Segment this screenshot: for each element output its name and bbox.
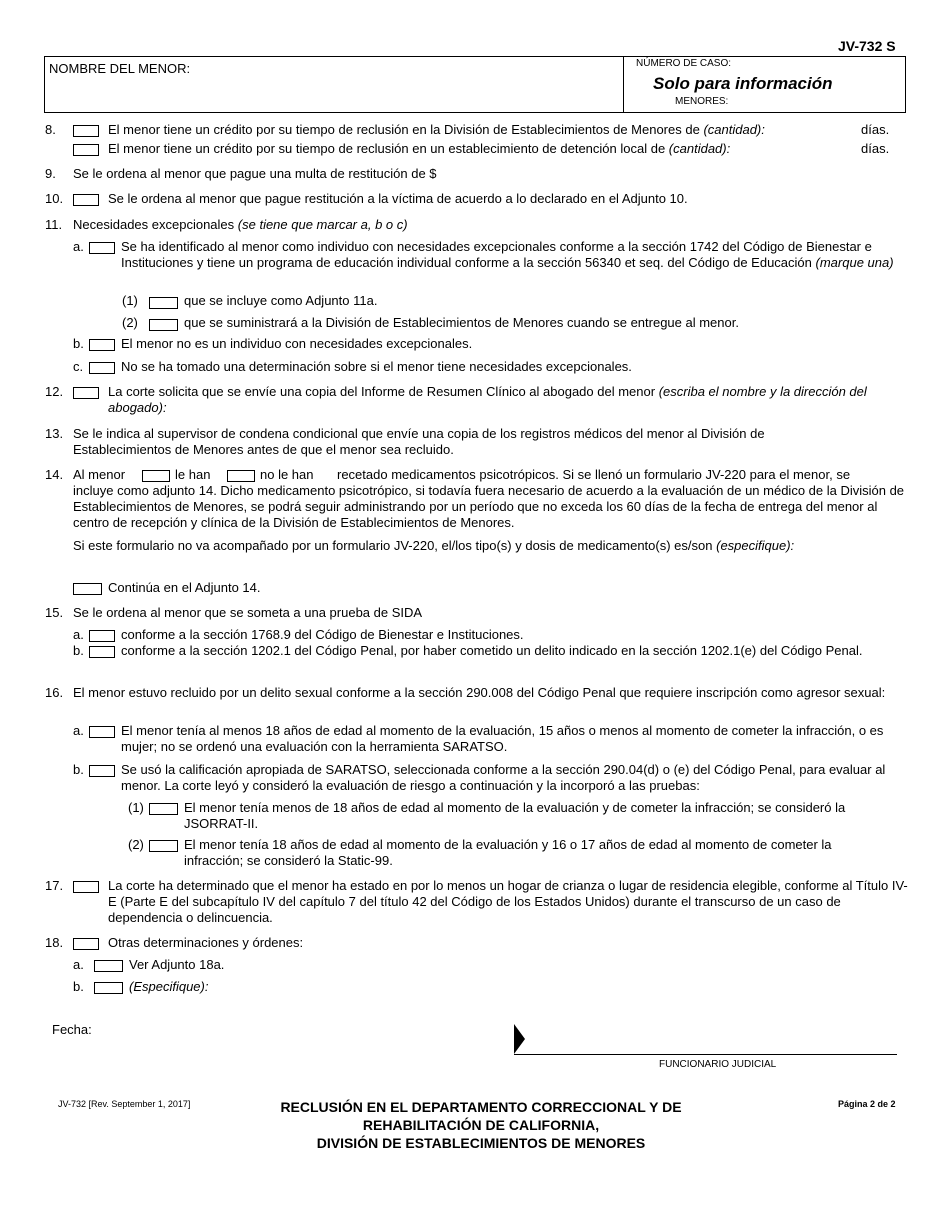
item-16b2-number: (2) [128,837,144,852]
item-14-number: 14. [45,467,64,482]
item-16b1-text: El menor tenía menos de 18 años de edad al momento de la evaluación y de cometer la infracción; se consideró la JSORRAT-II. [184,800,846,831]
item-11a1-checkbox[interactable] [149,297,178,309]
case-number-label: NÚMERO DE CASO: [636,58,732,69]
item-14-le-han-checkbox[interactable] [142,470,170,482]
item-11a2-text: que se suministrará a la División de Establecimientos de Menores cuando se entregue al menor. [184,315,739,330]
minor-name-label: NOMBRE DEL MENOR: [49,61,191,76]
item-14-no-le-han: no le han [260,467,314,482]
item-16a-checkbox[interactable] [89,726,115,738]
item-14-le-han: le han [175,467,211,482]
item-18-number: 18. [45,935,64,950]
item-14-al-menor: Al menor [73,467,126,482]
item-8b-days: días. [861,141,890,156]
item-15-number: 15. [45,605,64,620]
item-11b-text: El menor no es un individuo con necesidades excepcionales. [121,336,473,351]
item-14-body: incluye como adjunto 14. Dicho medicamento psicotrópico, si todavía fuera necesario de acuerdo a la evaluación de un médico de la División de Establecimientos de Menores, se podrá seguir administrando por un período que no exceda los 60 días de la fecha de entrega del menor al centro de recepción y clínica de la División de Establecimientos de Menores. [73,483,905,530]
item-15-text: Se le ordena al menor que se someta a una prueba de SIDA [73,605,423,620]
item-17-checkbox[interactable] [73,881,99,893]
item-9-text: Se le ordena al menor que pague una multa de restitución de $ [73,166,437,181]
item-17-number: 17. [45,878,64,893]
item-16b-checkbox[interactable] [89,765,115,777]
footer-title-line1: RECLUSIÓN EN EL DEPARTAMENTO CORRECCIONAL Y DE [280,1099,682,1115]
item-11a2-checkbox[interactable] [149,319,178,331]
item-18b-specify: (Especifique): [129,979,209,994]
item-15a-letter: a. [73,627,84,642]
item-10-number: 10. [45,191,64,206]
item-13-text: Se le indica al supervisor de condena condicional que envíe una copia de los registros médicos del menor al División de Establecimientos de Menores antes de que el menor sea recluido. [73,426,765,457]
officer-label: FUNCIONARIO JUDICIAL [659,1059,777,1070]
item-16b-text: Se usó la calificación apropiada de SARATSO, seleccionada conforme a la sección 290.04(d) o (e) del Código Penal, para evaluar al menor. La corte leyó y consideró la evaluación de riesgo a continuación y la incorporó a las pruebas: [121,762,886,793]
item-15b-letter: b. [73,643,84,658]
item-16b1-checkbox[interactable] [149,803,178,815]
item-18b-letter: b. [73,979,84,994]
item-16a-letter: a. [73,723,84,738]
item-18a-text: Ver Adjunto 18a. [129,957,225,972]
item-11c-letter: c. [73,359,84,374]
item-8-number: 8. [45,122,56,137]
info-only-text: Solo para información [653,74,833,93]
item-11a-letter: a. [73,239,84,254]
item-11c-text: No se ha tomado una determinación sobre si el menor tiene necesidades excepcionales. [121,359,632,374]
header-divider [623,56,624,113]
item-11a-text: Se ha identificado al menor como individuo con necesidades excepcionales conforme a la sección 1742 del Código de Bienestar e Instituciones y tiene un programa de educación individual conforme a la sección 56340 et seq. del Código de Educación (marque una) [121,239,894,270]
item-11-number: 11. [45,217,63,232]
item-16b-letter: b. [73,762,84,777]
item-14-continues-checkbox[interactable] [73,583,102,595]
item-18a-letter: a. [73,957,84,972]
footer-title-line2: REHABILITACIÓN DE CALIFORNIA, [362,1117,600,1133]
item-10-checkbox[interactable] [73,194,99,206]
item-16b1-number: (1) [128,800,144,815]
item-14-specify: Si este formulario no va acompañado por un formulario JV-220, el/los tipo(s) y dosis de medicamento(s) es/son (especifique): [73,538,795,553]
item-15b-text: conforme a la sección 1202.1 del Código Penal, por haber cometido un delito indicado en la sección 1202.1(e) del Código Penal. [121,643,863,658]
item-16-text: El menor estuvo recluido por un delito sexual conforme a la sección 290.008 del Código Penal que requiere inscripción como agresor sexual: [73,685,886,700]
item-18b-checkbox[interactable] [94,982,123,994]
item-17-text: La corte ha determinado que el menor ha estado en por lo menos un hogar de crianza o lugar de residencia elegible, conforme al Título IV-E (Parte E del subcapítulo IV del capítulo 7 del título 42 del Código de los Estados Unidos) durante el transcurso de un caso de dependencia o delincuencia. [108,878,908,925]
item-16b2-checkbox[interactable] [149,840,178,852]
item-15a-checkbox[interactable] [89,630,115,642]
minors-label: MENORES: [675,96,729,107]
item-11a-checkbox[interactable] [89,242,115,254]
footer-page: Página 2 de 2 [838,1099,896,1109]
item-11c-checkbox[interactable] [89,362,115,374]
signature-line[interactable] [514,1054,897,1055]
item-12-checkbox[interactable] [73,387,99,399]
signature-arrow-icon [514,1024,525,1054]
footer-rev: JV-732 [Rev. September 1, 2017] [58,1099,191,1109]
item-18-text: Otras determinaciones y órdenes: [108,935,304,950]
footer-title [238,1098,724,1152]
item-11a1-number: (1) [122,293,138,308]
item-18a-checkbox[interactable] [94,960,123,972]
item-16-number: 16. [45,685,64,700]
item-16a-text: El menor tenía al menos 18 años de edad al momento de la evaluación, 15 años o menos al momento de cometer la infracción, o es mujer; no se ordenó una evaluación con la herramienta SARATSO. [121,723,884,754]
item-14-line1: recetado medicamentos psicotrópicos. Si se llenó un formulario JV-220 para el menor, se [337,467,851,482]
form-id: JV-732 S [838,38,896,54]
footer-title-line3: DIVISIÓN DE ESTABLECIMIENTOS DE MENORES [316,1135,646,1151]
item-16b2-text: El menor tenía 18 años de edad al momento de la evaluación y 16 o 17 años de edad al momento de cometer la infracción; se consideró la Static-99. [184,837,832,868]
item-8a-checkbox[interactable] [73,125,99,137]
item-8b-checkbox[interactable] [73,144,99,156]
item-8a-days: días. [861,122,890,137]
item-12-number: 12. [45,384,64,399]
item-11a1-text: que se incluye como Adjunto 11a. [184,293,378,308]
item-14-no-le-han-checkbox[interactable] [227,470,255,482]
item-10-text: Se le ordena al menor que pague restitución a la víctima de acuerdo a lo declarado en el Adjunto 10. [108,191,688,206]
item-11b-checkbox[interactable] [89,339,115,351]
item-15a-text: conforme a la sección 1768.9 del Código de Bienestar e Instituciones. [121,627,524,642]
item-18-checkbox[interactable] [73,938,99,950]
item-8a-text: El menor tiene un crédito por su tiempo de reclusión en la División de Establecimientos de Menores de (cantidad): [108,122,765,137]
item-11b-letter: b. [73,336,84,351]
item-14-continues: Continúa en el Adjunto 14. [108,580,261,595]
date-label: Fecha: [52,1022,92,1037]
item-15b-checkbox[interactable] [89,646,115,658]
item-12-text: La corte solicita que se envíe una copia del Informe de Resumen Clínico al abogado del menor (escriba el nombre y la dirección del abogado): [108,384,867,415]
item-8b-text: El menor tiene un crédito por su tiempo de reclusión en un establecimiento de detención local de (cantidad): [108,141,731,156]
item-11a2-number: (2) [122,315,138,330]
item-13-number: 13. [45,426,64,441]
item-9-number: 9. [45,166,56,181]
item-11-text: Necesidades excepcionales (se tiene que marcar a, b o c) [73,217,408,232]
